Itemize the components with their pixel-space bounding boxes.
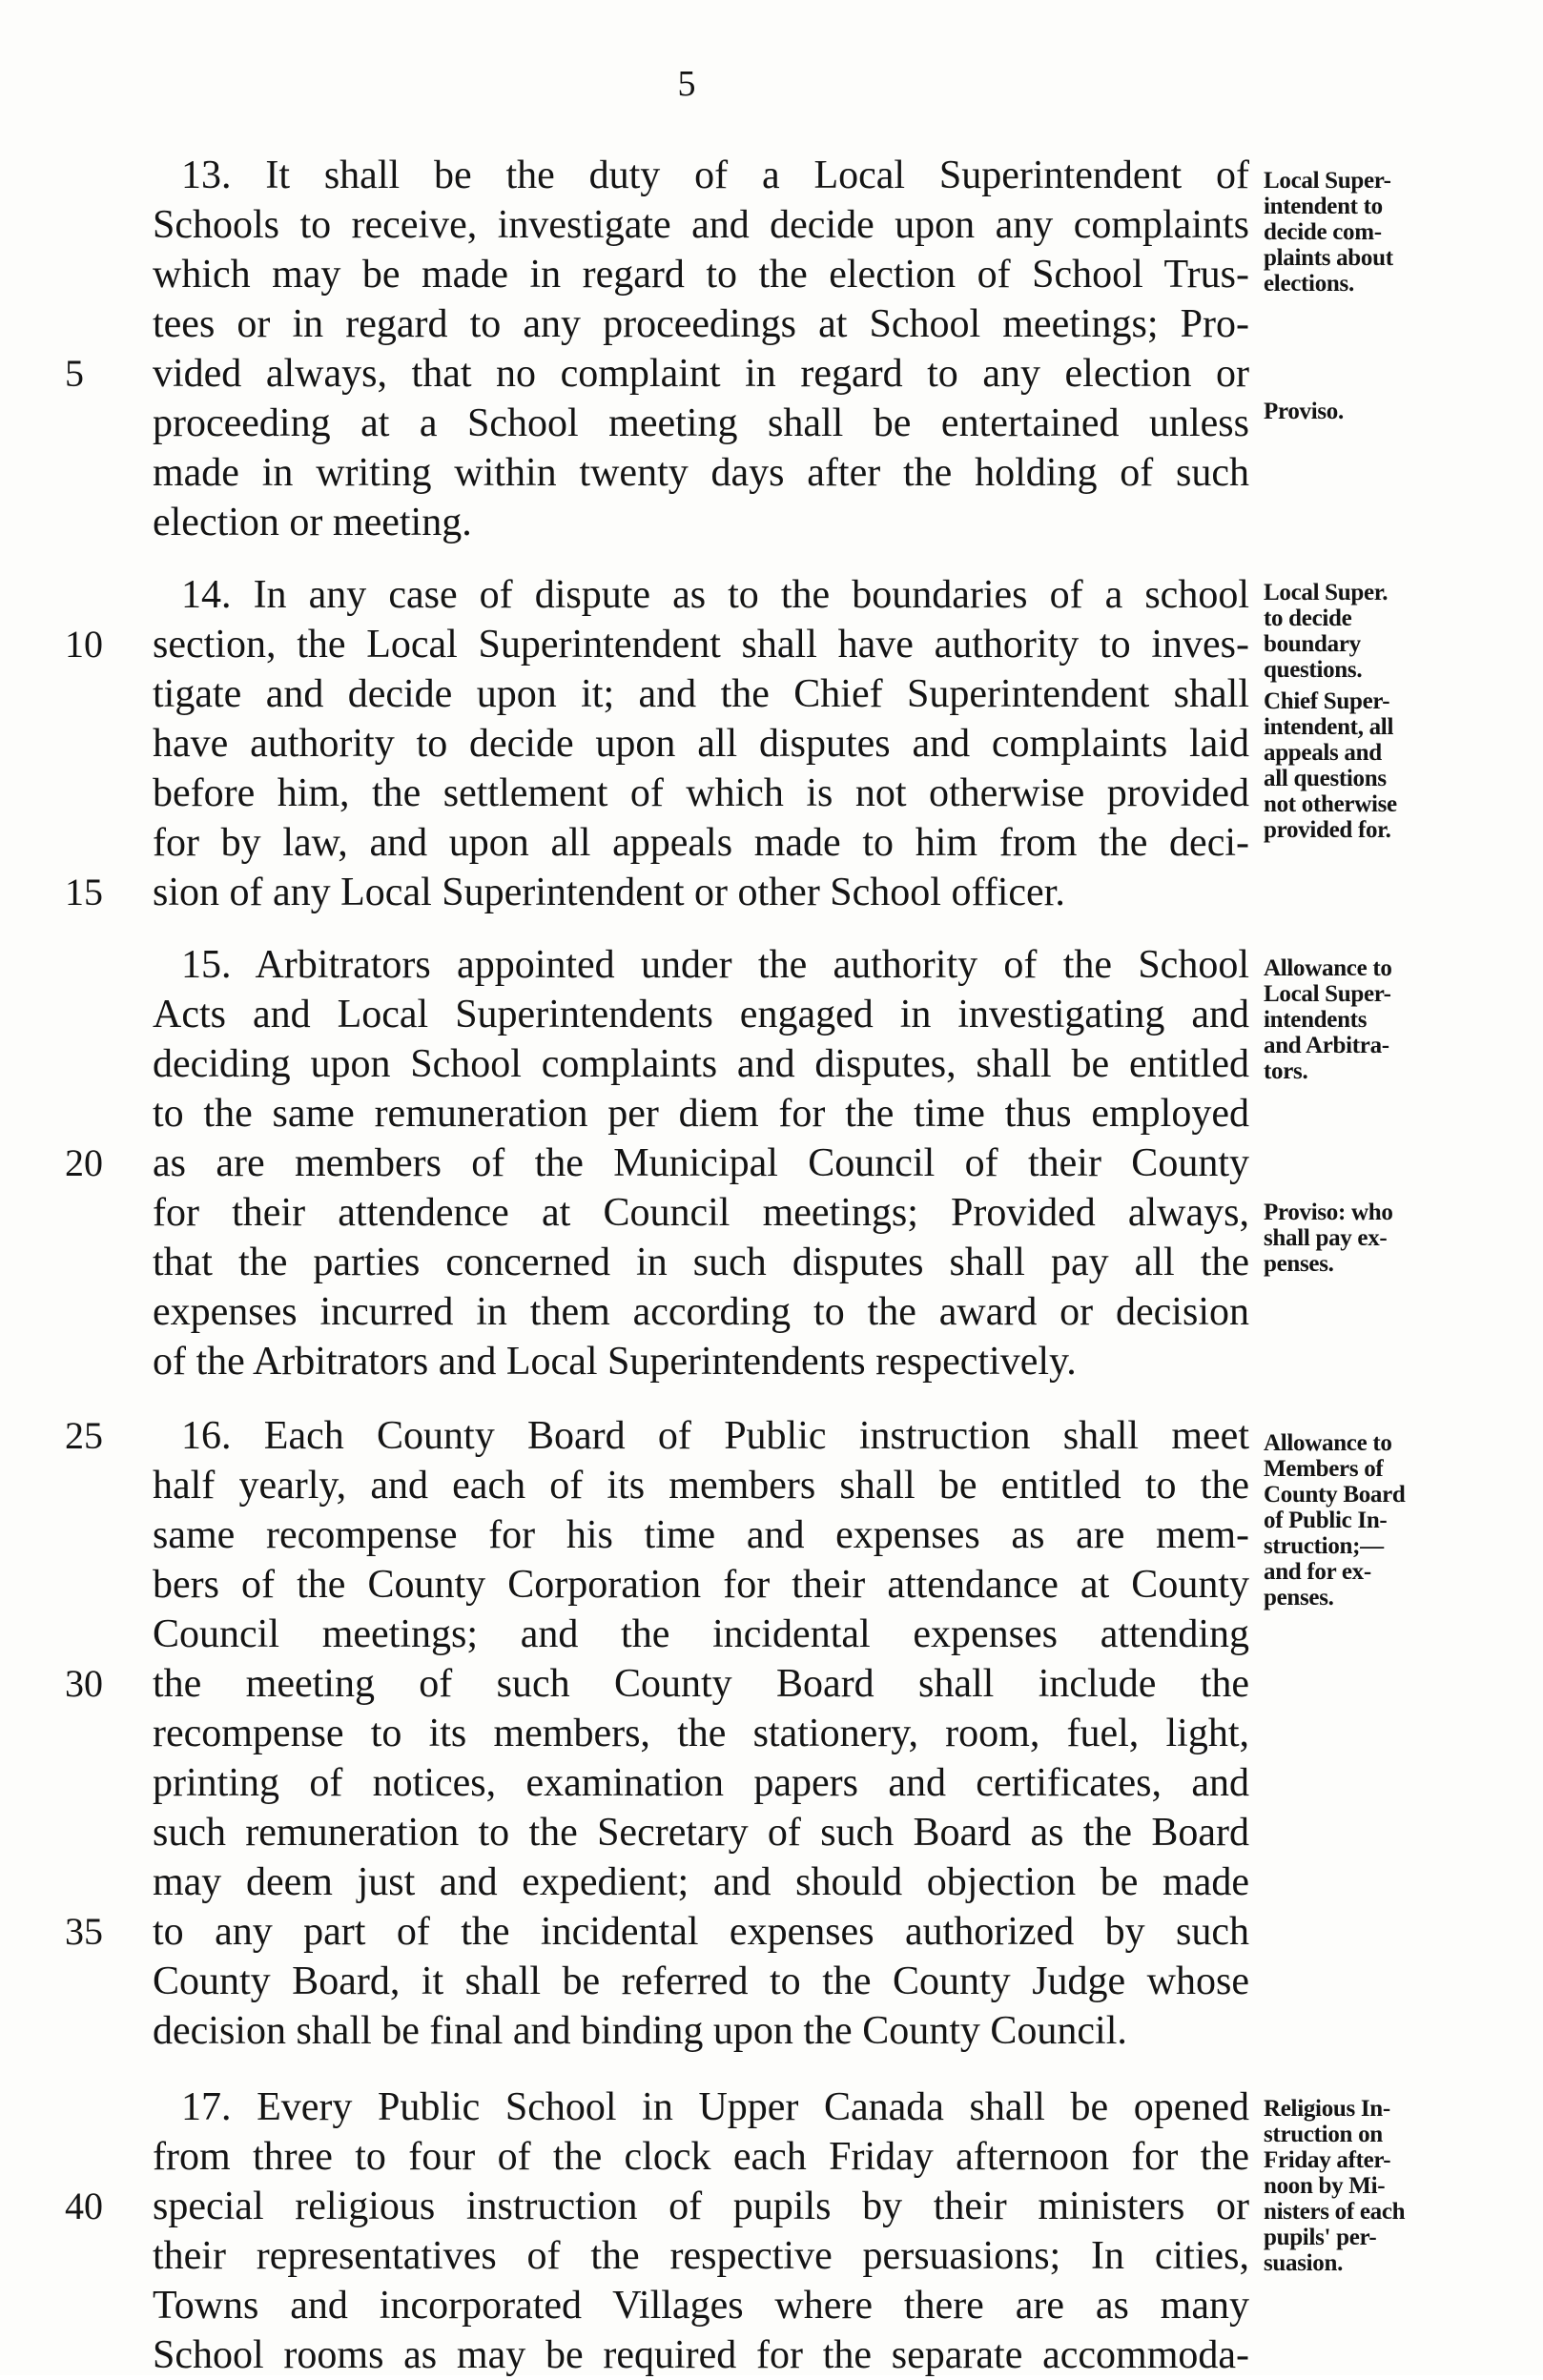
section-15-line-7: that the parties concerned in such disputes shall pay all the: [153, 1241, 1249, 1284]
section-15-line-9: of the Arbitrators and Local Superintendents respectively.: [153, 1340, 1077, 1384]
section-16-line-2: half yearly, and each of its members shall be entitled to the: [153, 1464, 1249, 1508]
section-16-line-1: 16. Each County Board of Public instruction shall meet: [181, 1414, 1249, 1458]
line-number: 35: [65, 1910, 103, 1953]
section-16-line-12: County Board, it shall be referred to the County Judge whose: [153, 1959, 1249, 2003]
section-15-line-3: deciding upon School complaints and disputes, shall be entitled: [153, 1042, 1249, 1086]
section-17-line-2: from three to four of the clock each Friday afternoon for the: [153, 2135, 1249, 2179]
section-16-line-7: recompense to its members, the stationery, room, fuel, light,: [153, 1712, 1249, 1755]
section-14-line-3: tigate and decide upon it; and the Chief Superintendent shall: [153, 672, 1249, 716]
section-13-line-8: election or meeting.: [153, 501, 472, 544]
section-16-line-11: to any part of the incidental expenses authorized by such: [153, 1910, 1249, 1954]
section-13-line-2: Schools to receive, investigate and decide upon any complaints: [153, 203, 1249, 247]
margin-note-allowance-arbitrators: Allowance to Local Super- intendents and Arbitra- tors.: [1264, 955, 1392, 1084]
section-16-line-8: printing of notices, examination papers and certificates, and: [153, 1761, 1249, 1805]
section-14-line-1: 14. In any case of dispute as to the boundaries of a school: [181, 573, 1249, 617]
section-17-line-5: Towns and incorporated Villages where there are as many: [153, 2284, 1249, 2328]
section-14-line-6: for by law, and upon all appeals made to him from the deci-: [153, 821, 1249, 865]
margin-note-religious-instruction: Religious In- struction on Friday after- noon by Mi- nisters of each pupils' per- suasion.: [1264, 2096, 1406, 2276]
page-number: 5: [677, 64, 696, 104]
section-13-line-6: proceeding at a School meeting shall be entertained unless: [153, 401, 1249, 445]
section-14-line-2: section, the Local Superintendent shall have authority to inves-: [153, 623, 1249, 667]
section-17-line-4: their representatives of the respective persuasions; In cities,: [153, 2234, 1249, 2278]
section-15-line-1: 15. Arbitrators appointed under the authority of the School: [181, 943, 1249, 987]
line-number: 30: [65, 1662, 103, 1705]
section-16-line-3: same recompense for his time and expenses as are mem-: [153, 1513, 1249, 1557]
section-15-line-8: expenses incurred in them according to the award or decision: [153, 1290, 1249, 1334]
margin-note-allowance-county-board: Allowance to Members of County Board of Public In- struction;— and for ex- penses.: [1264, 1430, 1406, 1611]
margin-note-boundary-questions: Local Super. to decide boundary questions.: [1264, 580, 1389, 683]
section-14-line-7: sion of any Local Superintendent or other School officer.: [153, 871, 1065, 914]
line-number: 40: [65, 2185, 103, 2227]
section-15-line-2: Acts and Local Superintendents engaged in investigating and: [153, 993, 1249, 1036]
section-14-line-4: have authority to decide upon all disputes and complaints laid: [153, 722, 1249, 766]
line-number: 10: [65, 623, 103, 666]
section-13-line-3: which may be made in regard to the election of School Trus-: [153, 253, 1249, 297]
margin-note-local-superintendent-complaints: Local Super- intendent to decide com- plaints about elections.: [1264, 168, 1393, 297]
section-17-line-6: School rooms as may be required for the separate accommoda-: [153, 2333, 1249, 2377]
section-16-line-5: Council meetings; and the incidental expenses attending: [153, 1612, 1249, 1656]
section-15-line-6: for their attendence at Council meetings; Provided always,: [153, 1191, 1249, 1235]
section-14-line-5: before him, the settlement of which is not otherwise provided: [153, 771, 1249, 815]
line-number: 25: [65, 1414, 103, 1457]
section-13-line-1: 13. It shall be the duty of a Local Superintendent of: [181, 154, 1249, 197]
section-16-line-9: such remuneration to the Secretary of such Board as the Board: [153, 1811, 1249, 1855]
line-number: 20: [65, 1141, 103, 1184]
margin-note-chief-superintendent-appeals: Chief Super- intendent, all appeals and all questions not otherwise provided for.: [1264, 688, 1397, 843]
section-16-line-10: may deem just and expedient; and should objection be made: [153, 1860, 1249, 1904]
section-13-line-4: tees or in regard to any proceedings at School meetings; Pro-: [153, 302, 1249, 346]
section-13-line-7: made in writing within twenty days after the holding of such: [153, 451, 1249, 495]
section-17-line-1: 17. Every Public School in Upper Canada shall be opened: [181, 2085, 1249, 2129]
line-number: 15: [65, 871, 103, 913]
section-15-line-5: as are members of the Municipal Council of their County: [153, 1141, 1249, 1185]
section-16-line-4: bers of the County Corporation for their attendance at County: [153, 1563, 1249, 1607]
margin-note-proviso: Proviso.: [1264, 399, 1344, 424]
margin-note-proviso-expenses: Proviso: who shall pay ex- penses.: [1264, 1200, 1393, 1277]
section-16-line-6: the meeting of such County Board shall include the: [153, 1662, 1249, 1706]
section-13-line-5: vided always, that no complaint in regard to any election or: [153, 352, 1249, 396]
section-15-line-4: to the same remuneration per diem for the time thus employed: [153, 1092, 1249, 1136]
section-16-line-13: decision shall be final and binding upon the County Council.: [153, 2009, 1127, 2053]
section-17-line-3: special religious instruction of pupils by their ministers or: [153, 2185, 1249, 2228]
line-number: 5: [65, 352, 84, 395]
